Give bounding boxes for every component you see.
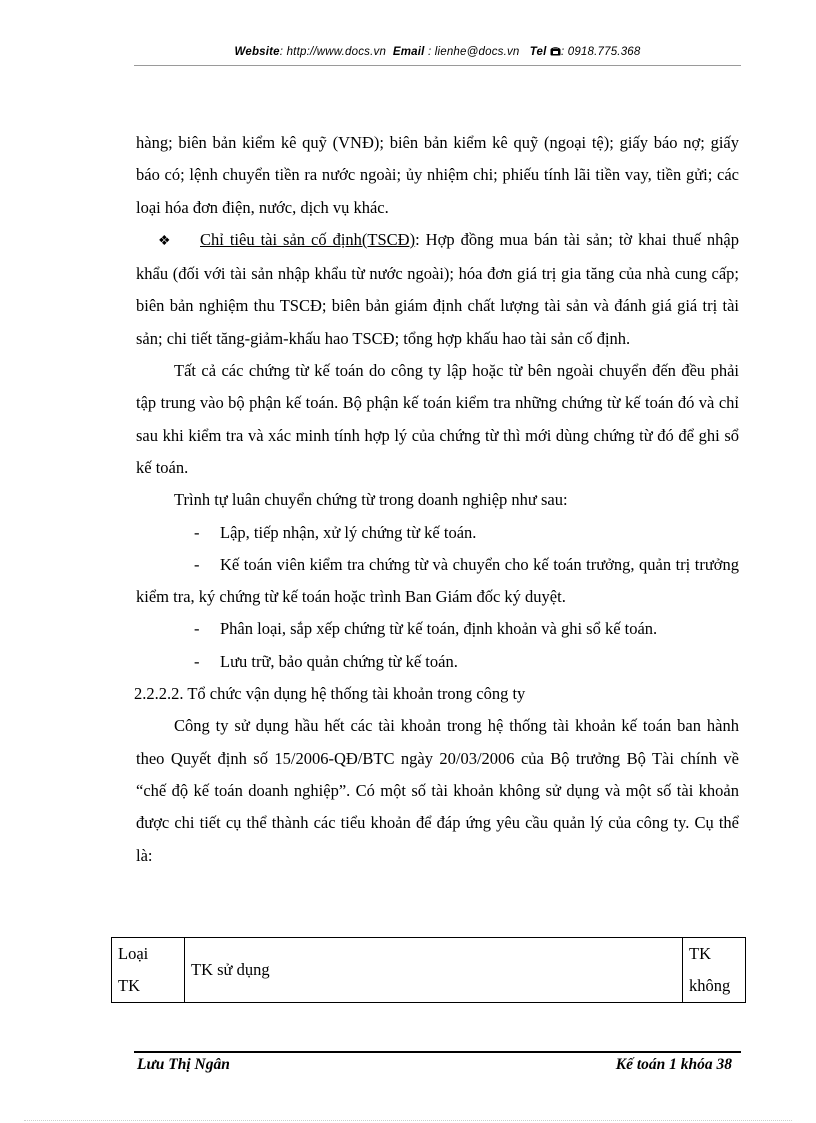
bullet-fixed-assets <box>136 224 739 355</box>
accounts-table <box>111 937 746 1003</box>
dash-marker: - <box>194 651 200 671</box>
section-heading: 2.2.2.2. Tổ chức vận dụng hệ thống tài khoản trong công ty <box>134 684 526 704</box>
procedure-step: - Lưu trữ, bảo quản chứng từ kế toán. <box>136 646 739 678</box>
page-header <box>134 46 741 58</box>
tel-label: Tel <box>529 46 547 58</box>
table-header-row <box>112 938 746 1003</box>
dash-marker: - <box>194 522 200 542</box>
diamond-bullet-icon: ❖ <box>158 233 171 249</box>
procedure-step: - Lập, tiếp nhận, xử lý chứng từ kế toán. <box>136 517 739 549</box>
paragraph-centralization: Tất cả các chứng từ kế toán do công ty lập hoặc từ bên ngoài chuyển đến đều phải tập trung vào bộ phận kế toán. Bộ phận kế toán kiểm tra những chứng từ kế toán đó và chỉ sau khi kiểm tra và xác minh tính hợp lý của chứng từ thì mới dùng chứng từ đó để ghi sổ kế toán. <box>136 361 739 477</box>
email-label: Email <box>392 46 425 58</box>
email-address[interactable]: : lienhe@docs.vn <box>424 46 520 58</box>
dash-marker: - <box>194 619 200 639</box>
footer-rule <box>134 1051 741 1053</box>
bullet-text: : Hợp đồng mua bán tài sản; tờ khai thuế nhập khẩu (đối với tài sản nhập khẩu từ nước ngoài); hóa đơn giá trị gia tăng của nhà cung cấp; biên bản nghiệm thu TSCĐ; biên bản giám định chất lượng tài sản và đánh giá giá trị tài sản; chi tiết tăng-giảm-khấu hao TSCĐ; tổng hợp khấu hao tài sản cố định. <box>136 229 739 348</box>
paragraph-account-system: Công ty sử dụng hầu hết các tài khoản trong hệ thống tài khoản kế toán ban hành theo Quyết định số 15/2006-QĐ/BTC ngày 20/03/2006 của Bộ trưởng Bộ Tài chính về “chế độ kế toán doanh nghiệp”. Có một số tài khoản không sử dụng và một số tài khoản được chi tiết cụ thể thành các tiểu khoản để đáp ứng yêu cầu quản lý của công ty. Cụ thể là: <box>136 716 739 865</box>
paragraph-procedure-intro: Trình tự luân chuyển chứng từ trong doanh nghiệp như sau: <box>174 490 568 510</box>
header-cell-accounts-used: TK sử dụng <box>185 938 683 1003</box>
header-cell-accounts-unused: TK không <box>683 938 746 1003</box>
dash-marker: - <box>194 554 200 574</box>
footer-author: Lưu Thị Ngân <box>137 1056 230 1073</box>
header-rule <box>134 65 741 66</box>
page-content <box>136 127 739 872</box>
procedure-step: - Kế toán viên kiểm tra chứng từ và chuyển cho kế toán trưởng, quản trị trưởng kiểm tra, ký chứng từ kế toán hoặc trình Ban Giám đốc ký duyệt. <box>136 549 739 614</box>
phone-icon <box>550 46 561 58</box>
footer-class: Kế toán 1 khóa 38 <box>615 1056 732 1073</box>
header-cell-account-type: Loại TK <box>112 938 185 1003</box>
website-label: Website <box>234 46 280 58</box>
procedure-step: - Phân loại, sắp xếp chứng từ kế toán, định khoản và ghi sổ kế toán. <box>136 613 739 645</box>
bullet-title: Chỉ tiêu tài sản cố định(TSCĐ) <box>200 229 416 249</box>
tel-number: : 0918.775.368 <box>560 46 641 58</box>
paragraph-documents-list: hàng; biên bản kiểm kê quỹ (VNĐ); biên bản kiểm kê quỹ (ngoại tệ); giấy báo nợ; giấy báo có; lệnh chuyển tiền ra nước ngoài; ủy nhiệm chi; phiếu tính lãi tiền vay, tiền gửi; các loại hóa đơn điện, nước, dịch vụ khác. <box>136 133 739 217</box>
page-edge-divider <box>24 1120 792 1121</box>
website-url[interactable]: : http://www.docs.vn <box>279 46 387 58</box>
